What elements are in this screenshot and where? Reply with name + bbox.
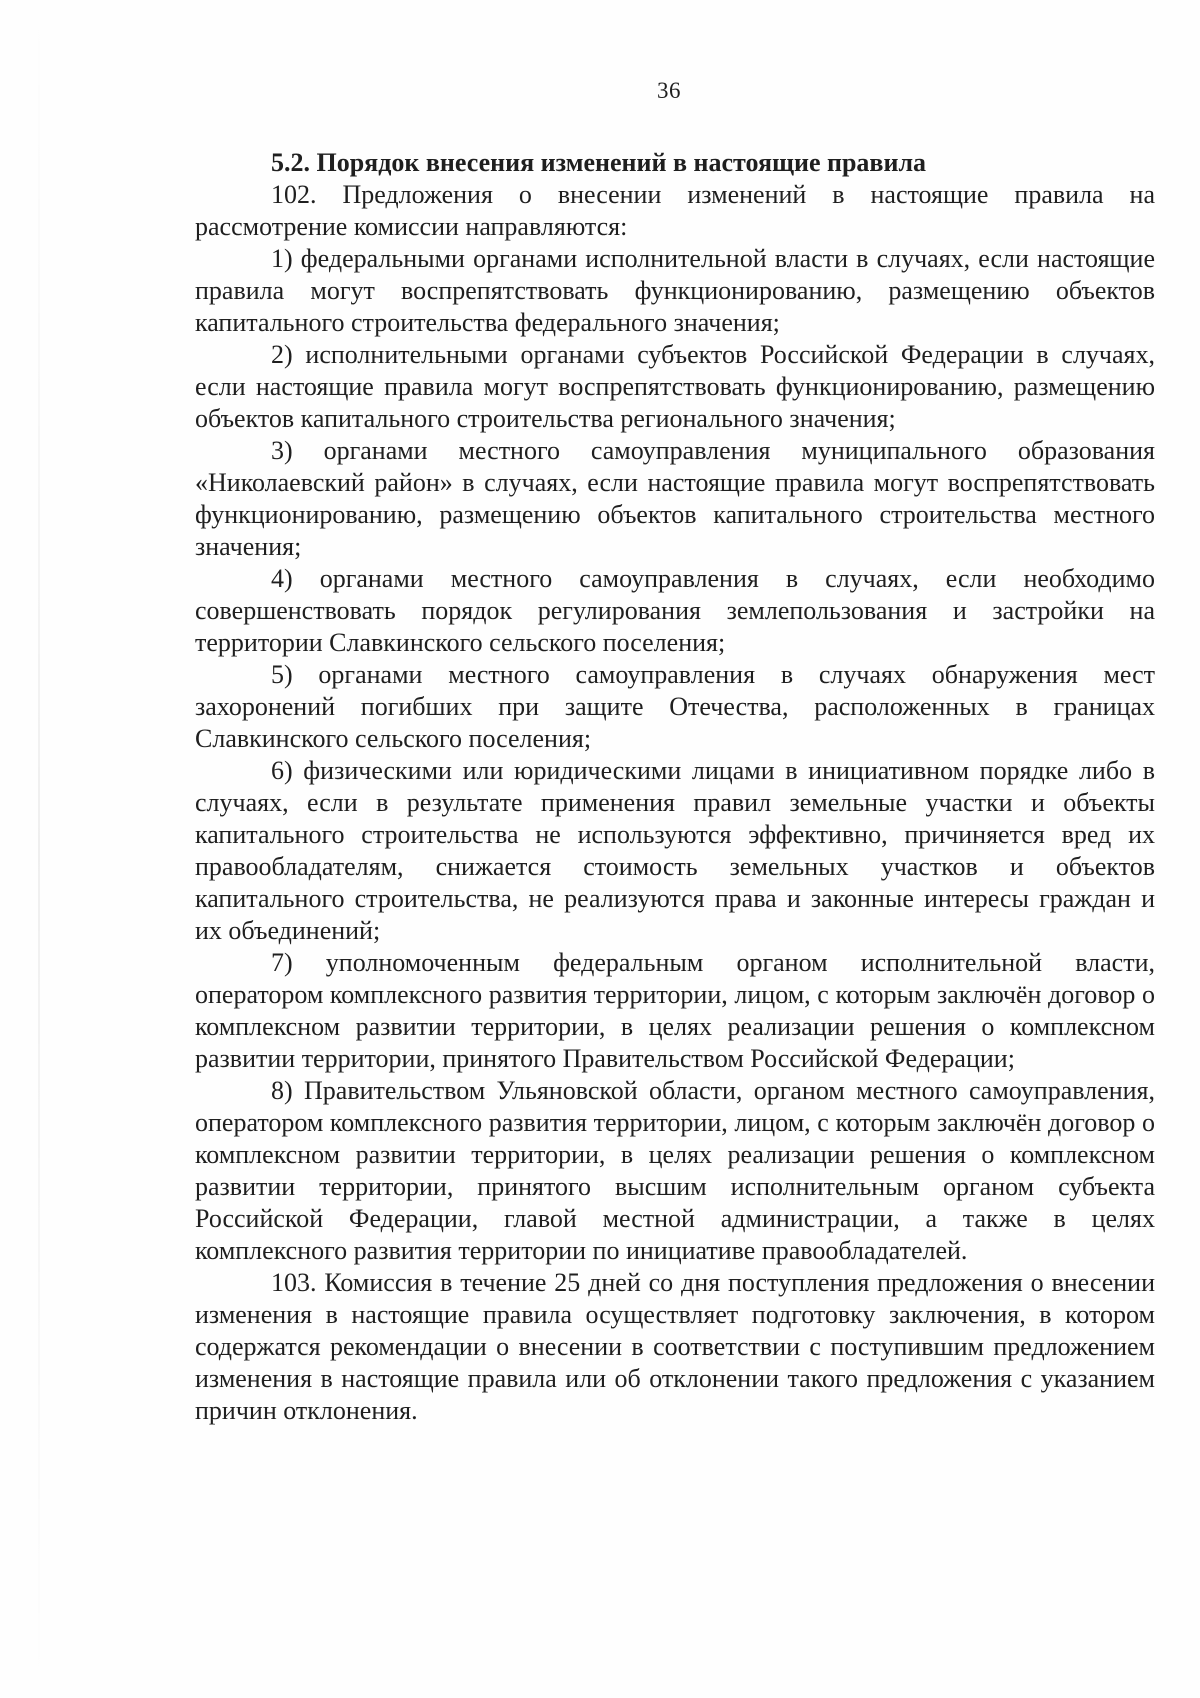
list-item-5: 5) органами местного самоуправления в случаях обнаружения мест захоронений погибших при защите Отечества, расположенных в границах Славкинского сельского поселения; [195, 660, 1155, 753]
list-item-2: 2) исполнительными органами субъектов Российской Федерации в случаях, если настоящие правила могут воспрепятствовать функционированию, размещению объектов капитального строительства регионального значения; [195, 340, 1155, 433]
list-item-1: 1) федеральными органами исполнительной власти в случаях, если настоящие правила могут воспрепятствовать функционированию, размещению объектов капитального строительства федерального значения; [195, 244, 1155, 337]
section-title: 5.2. Порядок внесения изменений в настоящие правила [271, 148, 927, 177]
list-item-7: 7) уполномоченным федеральным органом исполнительной власти, оператором комплексного развития территории, лицом, с которым заключён договор о комплексном развитии территории, в целях реализации решения о комплексном развитии территории, принятого Правительством Российской Федерации; [195, 948, 1155, 1073]
list-item-6: 6) физическими или юридическими лицами в инициативном порядке либо в случаях, если в результате применения правил земельные участки и объекты капитального строительства не используются эффективно, причиняется вред их правообладателям, снижается стоимость земельных участков и объектов капитального строительства, не реализуются права и законные интересы граждан и их объединений; [195, 756, 1155, 945]
list-item-8: 8) Правительством Ульяновской области, органом местного самоуправления, оператором комплексного развития территории, лицом, с которым заключён договор о комплексном развитии территории, в целях реализации решения о комплексном развитии территории, принятого высшим исполнительным органом субъекта Российской Федерации, главой местной администрации, а также в целях комплексного развития территории по инициативе правообладателей. [195, 1076, 1155, 1265]
page-number: 36 [657, 78, 681, 103]
list-item-3: 3) органами местного самоуправления муниципального образования «Николаевский район» в случаях, если настоящие правила могут воспрепятствовать функционированию, размещению объектов капитального строительства местного значения; [195, 436, 1155, 561]
paragraph-103: 103. Комиссия в течение 25 дней со дня поступления предложения о внесении изменения в настоящие правила осуществляет подготовку заключения, в котором содержатся рекомендации о внесении в соответствии с поступившим предложением изменения в настоящие правила или об отклонении такого предложения с указанием причин отклонения. [195, 1268, 1155, 1425]
document-body [195, 147, 1155, 1427]
paragraph-102: 102. Предложения о внесении изменений в настоящие правила на рассмотрение комиссии направляются: [195, 180, 1155, 241]
page-edge-shadow [38, 0, 40, 1698]
list-item-4: 4) органами местного самоуправления в случаях, если необходимо совершенствовать порядок регулирования землепользования и застройки на территории Славкинского сельского поселения; [195, 564, 1155, 657]
